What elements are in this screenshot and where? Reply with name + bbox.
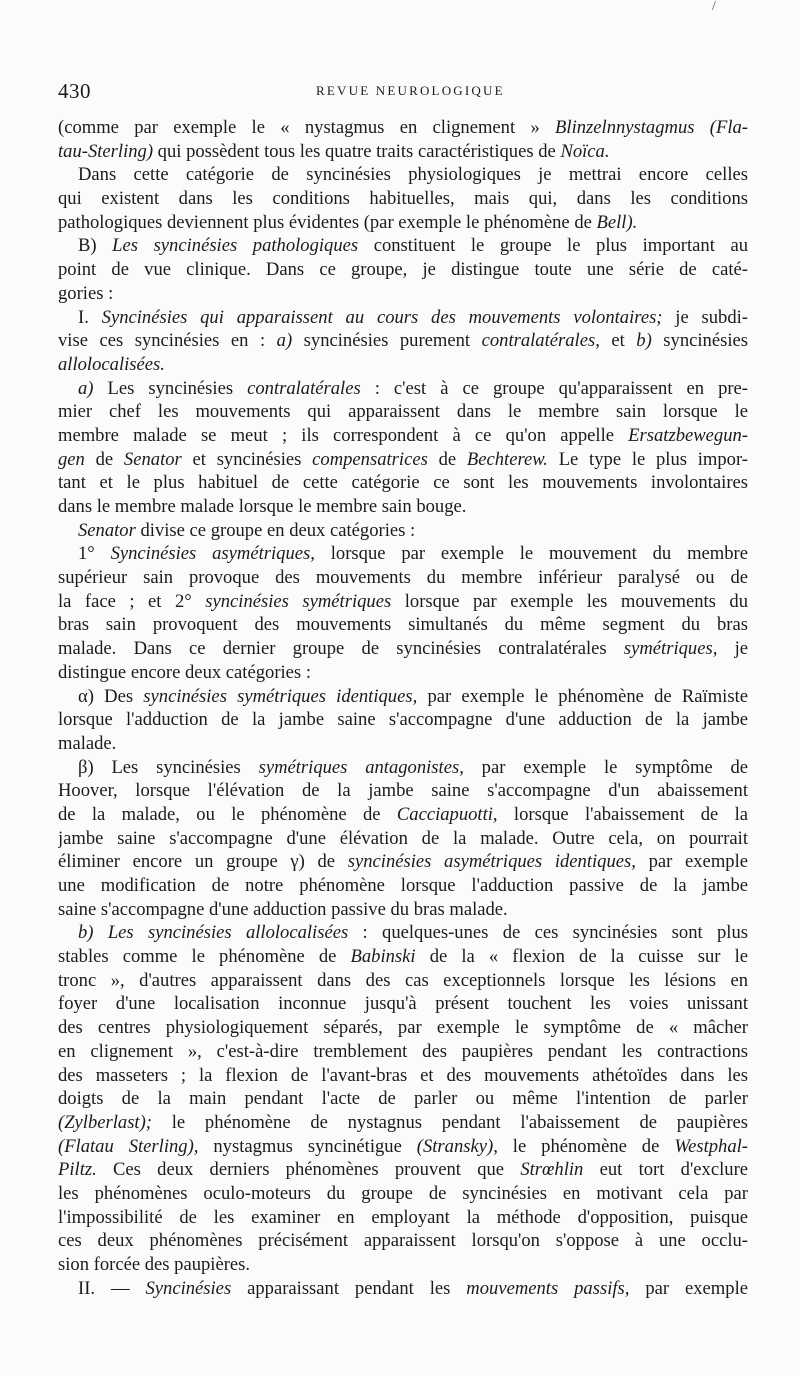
text-segment: par exemple: [635, 851, 748, 873]
text-segment: lorsque l'adduction de la jambe saine s'accompagne d'une adduction de la jambe: [58, 709, 748, 731]
text-segment: vise ces syncinésies en :: [58, 330, 277, 352]
text-line: [58, 921, 748, 945]
text-segment: par exemple: [629, 1277, 748, 1299]
italic-text: Senator: [123, 448, 182, 470]
text-line: [58, 1087, 748, 1111]
text-segment: Hoover, lorsque l'élévation de la jambe saine s'accompagne d'un abaissement: [58, 780, 748, 802]
text-segment: II. —: [78, 1277, 146, 1299]
text-line: [58, 424, 748, 448]
text-segment: syncinésies purement: [292, 330, 482, 352]
text-segment: : quelques-unes de ces syncinésies sont plus: [348, 922, 748, 944]
text-segment: et syncinésies: [181, 448, 313, 470]
text-segment: pathologiques deviennent plus évidentes (par exemple le phénomène de: [58, 211, 597, 233]
text-line: [58, 211, 748, 235]
italic-text: Les syncinésies pathologiques: [112, 235, 359, 257]
text-segment: éliminer encore un groupe γ) de: [58, 851, 348, 873]
text-line: [58, 850, 748, 874]
text-line: [58, 566, 748, 590]
italic-text: compensatrices: [312, 448, 428, 470]
text-line: [58, 187, 748, 211]
text-line: [58, 400, 748, 424]
text-segment: de la malade, ou le phénomène de: [58, 803, 397, 825]
text-line: [58, 1229, 748, 1253]
italic-text: syncinésies symétriques identiques,: [143, 685, 418, 707]
italic-text: symétriques antagonistes,: [258, 756, 464, 778]
text-segment: : c'est à ce groupe qu'apparaissent en pre-: [360, 377, 748, 399]
italic-text: Noïca.: [560, 140, 610, 162]
text-line: [58, 1158, 748, 1182]
text-segment: dans le membre malade lorsque le membre sain bouge.: [58, 496, 467, 517]
italic-text: contralatérales: [247, 377, 361, 399]
text-line: [58, 1064, 748, 1088]
text-segment: de la « flexion de la cuisse sur le: [415, 946, 748, 968]
italic-text: Strœhlin: [520, 1159, 584, 1181]
text-segment: en clignement », c'est-à-dire tremblement des paupières pendant les contractions: [58, 1040, 748, 1062]
text-segment: lorsque par exemple les mouvements du: [391, 590, 748, 612]
text-segment: Dans cette catégorie de syncinésies physiologiques je mettrai encore celles: [78, 164, 748, 186]
text-line: [58, 1135, 748, 1159]
text-segment: tronc », d'autres apparaissent dans des cas exceptionnels lorsque les lésions en: [58, 969, 748, 991]
text-line: [58, 258, 748, 282]
running-title: REVUE NEUROLOGIQUE: [316, 83, 505, 98]
text-segment: je: [717, 638, 748, 660]
text-segment: eut tort d'exclure: [583, 1159, 748, 1181]
italic-text: syncinésies symétriques: [205, 590, 392, 612]
text-segment: par exemple le phénomène de Raïmiste: [417, 685, 748, 707]
text-segment: bras sain provoquent des mouvements simultanés du même segment du bras: [58, 614, 748, 636]
text-segment: B): [78, 235, 113, 257]
text-segment: le phénomène de: [497, 1135, 675, 1157]
text-segment: Les syncinésies: [93, 377, 248, 399]
italic-text: allolocalisées.: [58, 353, 165, 375]
text-line: [58, 661, 748, 685]
text-line: [58, 495, 748, 519]
italic-text: symétriques,: [623, 638, 718, 660]
text-segment: I.: [78, 306, 102, 328]
text-segment: Ces deux derniers phénomènes prouvent que: [96, 1159, 521, 1181]
text-line: [58, 329, 748, 353]
text-line: [58, 163, 748, 187]
italic-text: a): [276, 330, 293, 352]
italic-text: Blinzelnnystagmus (Fla-: [555, 117, 748, 138]
text-line: [58, 1111, 748, 1135]
text-line: [58, 140, 748, 164]
text-line: [58, 377, 748, 401]
text-line: [58, 590, 748, 614]
text-line: [58, 1253, 748, 1277]
text-line: [58, 827, 748, 851]
text-segment: mier chef les mouvements qui apparaissent dans le membre sain lorsque le: [58, 401, 748, 423]
text-segment: ces deux phénomènes précisément apparaissent lorsqu'on s'oppose à une occlu-: [58, 1230, 748, 1252]
italic-text: b): [636, 330, 652, 352]
text-segment: apparaissant pendant les: [231, 1277, 467, 1299]
italic-text: b) Les syncinésies allolocalisées: [78, 922, 349, 944]
italic-text: a): [78, 377, 94, 399]
text-line: [58, 708, 748, 732]
text-segment: constituent le groupe le plus important au: [358, 235, 748, 257]
text-line: [58, 779, 748, 803]
text-line: [58, 1206, 748, 1230]
text-segment: la face ; et 2°: [58, 590, 206, 612]
article-body: [58, 116, 748, 1300]
italic-text: Cacciapuotti,: [396, 803, 498, 825]
page-header: [58, 78, 748, 104]
italic-text: Syncinésies: [145, 1277, 232, 1299]
text-line: [58, 803, 748, 827]
text-segment: lorsque par exemple le mouvement du membre: [314, 543, 748, 565]
text-line: [58, 282, 748, 306]
text-line: [58, 992, 748, 1016]
italic-text: mouvements passifs,: [466, 1277, 630, 1299]
text-segment: qui possèdent tous les quatre traits caractéristiques de: [153, 140, 561, 162]
text-line: [58, 874, 748, 898]
text-segment: divise ce groupe en deux catégories :: [135, 519, 416, 541]
italic-text: Babinski: [350, 946, 416, 968]
text-segment: et: [599, 330, 637, 352]
text-segment: des masseters ; la flexion de l'avant-bras et des mouvements athétoïdes dans les: [58, 1064, 748, 1086]
text-line: [58, 306, 748, 330]
text-line: [58, 732, 748, 756]
italic-text: Piltz.: [58, 1159, 97, 1181]
text-line: [58, 1277, 748, 1301]
text-line: [58, 613, 748, 637]
text-segment: sion forcée des paupières.: [58, 1254, 251, 1275]
text-line: [58, 116, 748, 140]
text-segment: par exemple le symptôme de: [463, 756, 748, 778]
text-segment: doigts de la main pendant l'acte de parler ou même l'intention de parler: [58, 1088, 748, 1110]
italic-text: contralatérales,: [481, 330, 600, 352]
text-segment: des centres physiologiquement séparés, par exemple le symptôme de « mâcher: [58, 1017, 748, 1039]
text-segment: membre malade se meut ; ils correspondent à ce qu'on appelle: [58, 424, 629, 446]
italic-text: Syncinésies asymétriques,: [110, 543, 315, 565]
text-segment: jambe saine s'accompagne d'une élévation de la malade. Outre cela, on pourrait: [58, 827, 748, 849]
text-line: [58, 1182, 748, 1206]
text-line: [58, 756, 748, 780]
text-segment: l'impossibilité de les examiner en employant la méthode d'opposition, puisque: [58, 1206, 748, 1228]
italic-text: Bell).: [596, 211, 638, 233]
text-segment: syncinésies: [651, 330, 748, 352]
italic-text: Westphal-: [674, 1135, 748, 1157]
text-segment: supérieur sain provoque des mouvements du membre inférieur paralysé ou de: [58, 567, 748, 589]
italic-text: (Stransky),: [416, 1135, 498, 1157]
italic-text: (Zylberlast);: [58, 1111, 152, 1133]
text-segment: qui existent dans les conditions habituelles, mais qui, dans les conditions: [58, 188, 748, 210]
text-line: [58, 1040, 748, 1064]
text-line: [58, 448, 748, 472]
text-segment: lorsque l'abaissement de la: [497, 803, 748, 825]
text-line: [58, 353, 748, 377]
text-segment: 1°: [78, 543, 111, 565]
text-segment: saine s'accompagne d'une adduction passive du bras malade.: [58, 898, 508, 920]
text-line: [58, 945, 748, 969]
text-segment: (comme par exemple le « nystagmus en clignement »: [58, 117, 556, 138]
italic-text: syncinésies asymétriques identiques,: [347, 851, 636, 873]
text-segment: gories :: [58, 282, 114, 304]
text-line: [58, 471, 748, 495]
page-number: 430: [58, 79, 91, 103]
text-segment: β) Les syncinésies: [78, 756, 259, 778]
text-segment: de: [427, 448, 467, 470]
text-line: [58, 542, 748, 566]
text-segment: je subdi-: [662, 306, 748, 328]
italic-text: Bechterew.: [466, 448, 548, 470]
text-line: [58, 234, 748, 258]
text-segment: malade.: [58, 732, 117, 754]
text-line: [58, 969, 748, 993]
text-segment: malade. Dans ce dernier groupe de syncinésies contralatérales: [58, 638, 624, 660]
text-segment: nystagmus syncinétigue: [198, 1135, 417, 1157]
text-segment: point de vue clinique. Dans ce groupe, je distingue toute une série de caté-: [58, 259, 748, 281]
italic-text: Syncinésies qui apparaissent au cours des mouvements volontaires;: [101, 306, 663, 328]
italic-text: Senator: [78, 519, 136, 541]
text-segment: de: [84, 448, 124, 470]
text-line: [58, 685, 748, 709]
text-segment: distingue encore deux catégories :: [58, 661, 311, 683]
italic-text: (Flatau Sterling),: [58, 1135, 199, 1157]
text-segment: Le type le plus impor-: [547, 448, 748, 470]
text-segment: foyer d'une localisation inconnue jusqu'à présent touchent les voies unissant: [58, 993, 748, 1015]
text-line: [58, 1016, 748, 1040]
italic-text: Ersatzbewegun-: [628, 424, 748, 446]
italic-text: gen: [58, 448, 85, 470]
text-segment: le phénomène de nystagnus pendant l'abaissement de paupières: [152, 1111, 748, 1133]
corner-mark: /: [712, 0, 716, 14]
text-segment: une modification de notre phénomène lorsque l'adduction passive de la jambe: [58, 875, 748, 896]
text-segment: les phénomènes oculo-moteurs du groupe de syncinésies en motivant cela par: [58, 1182, 748, 1204]
text-line: [58, 637, 748, 661]
italic-text: tau-Sterling): [58, 140, 154, 162]
text-line: [58, 898, 748, 922]
text-segment: tant et le plus habituel de cette catégorie ce sont les mouvements involontaires: [58, 472, 748, 494]
text-segment: α) Des: [78, 685, 144, 707]
text-segment: stables comme le phénomène de: [58, 946, 351, 968]
text-line: [58, 519, 748, 543]
